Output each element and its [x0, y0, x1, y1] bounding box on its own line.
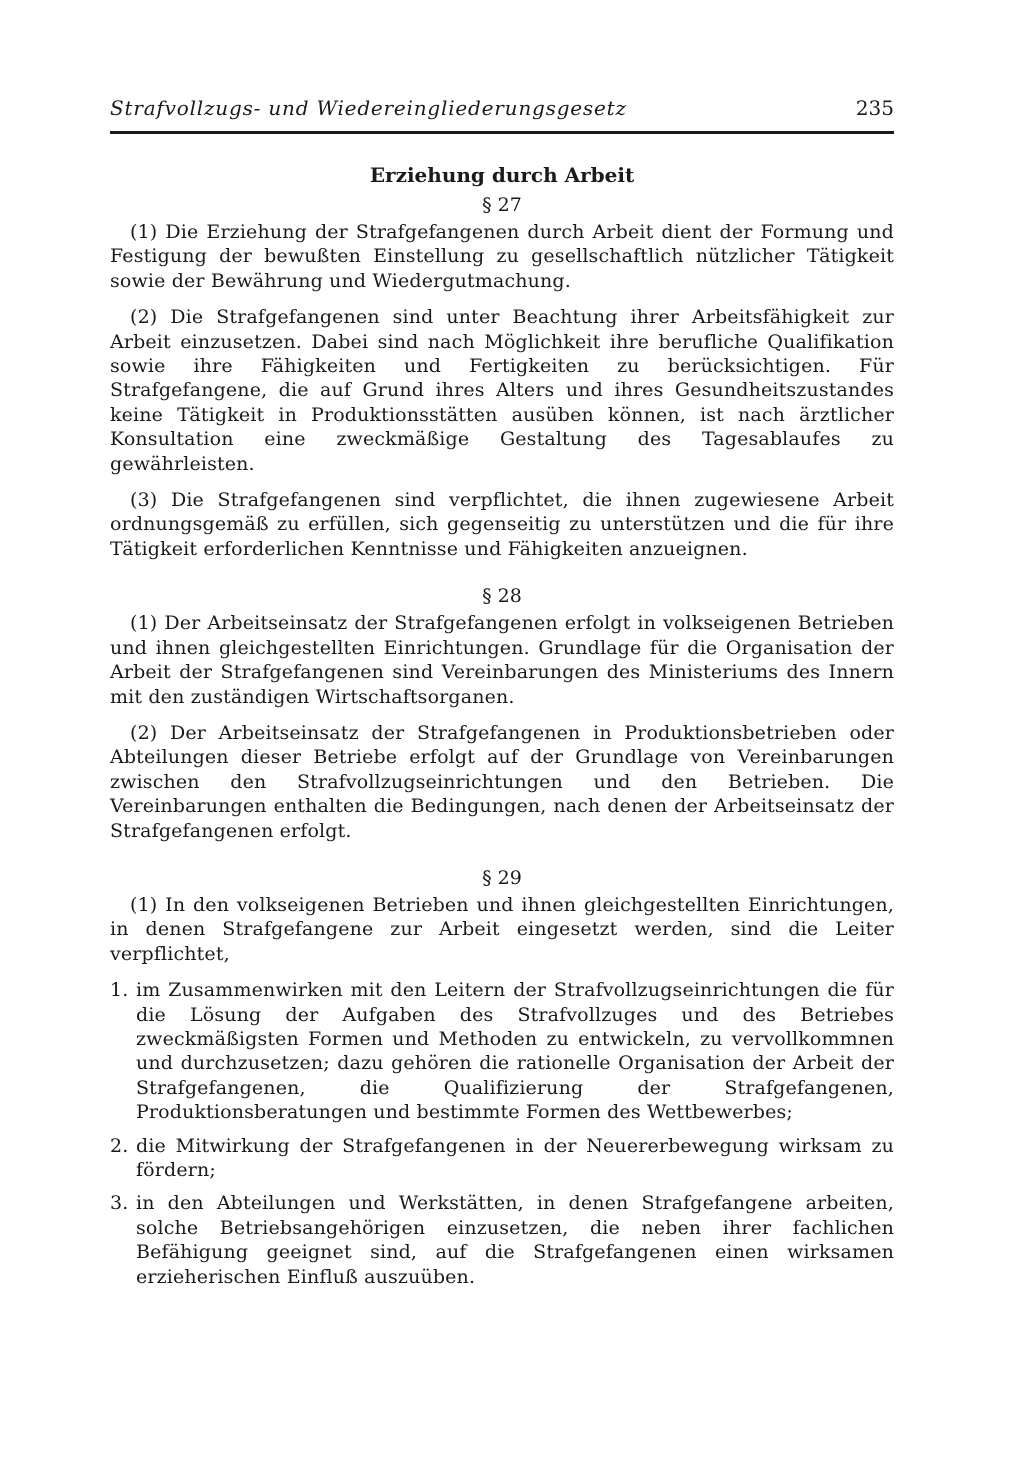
- section-number: § 29: [482, 866, 522, 889]
- list-item: [110, 1191, 894, 1289]
- section-28: [110, 581, 894, 843]
- paragraph: (1) Die Erziehung der Strafgefangenen durch Arbeit dient der Formung und Festigung der bewußten Einstellung zu gesellschaftlich nützlicher Tätigkeit sowie der Bewährung und Wiedergutmachung.: [110, 221, 894, 292]
- header-rule: [110, 131, 894, 134]
- section-29: [110, 863, 894, 1289]
- running-title: Strafvollzugs- und Wiedereingliederungsgesetz: [110, 96, 627, 120]
- list-item: [110, 1134, 894, 1183]
- page-number: 235: [855, 96, 894, 120]
- section-27: [110, 190, 894, 561]
- list-item-text: die Mitwirkung der Strafgefangenen in der Neuererbewegung wirksam zu fördern;: [136, 1134, 894, 1181]
- list-item: [110, 978, 894, 1124]
- section-number: § 28: [482, 585, 522, 608]
- list-item-text: in den Abteilungen und Werkstätten, in denen Strafgefangene arbeiten, solche Betriebsangehörigen einzusetzen, die neben ihrer fachlichen Befähigung geeignet sind, auf die Strafgefangenen einen wirksamen erzieherischen Einfluß auszuüben.: [136, 1192, 894, 1288]
- paragraph: (1) Der Arbeitseinsatz der Strafgefangenen erfolgt in volkseigenen Betrieben und ihnen gleichgestellten Einrichtungen. Grundlage für die Organisation der Arbeit der Strafgefangenen sind Vereinbarungen des Ministeriums des Innern mit den zuständigen Wirtschaftsorganen.: [110, 612, 894, 708]
- document-body: [110, 160, 894, 1299]
- numbered-list: [110, 978, 894, 1289]
- paragraph: (3) Die Strafgefangenen sind verpflichtet, die ihnen zugewiesene Arbeit ordnungsgemäß zu erfüllen, sich gegenseitig zu unterstützen und die für ihre Tätigkeit erforderlichen Kenntnisse und Fähigkeiten anzueignen.: [110, 489, 894, 560]
- running-header: [110, 96, 894, 126]
- list-item-number: 3.: [110, 1192, 129, 1215]
- list-item-number: 2.: [110, 1134, 129, 1157]
- chapter-heading: Erziehung durch Arbeit: [369, 163, 635, 187]
- list-item-text: im Zusammenwirken mit den Leitern der Strafvollzugseinrichtungen die für die Lösung der Aufgaben des Strafvollzuges und des Betriebes zweckmäßigsten Formen und Methoden zu entwickeln, zu vervollkommnen und durchzusetzen; dazu gehören die rationelle Organisation der Arbeit der Strafgefangenen, die Qualifizierung der Strafgefangenen, Produktionsberatungen und bestimmte Formen des Wettbewerbes;: [136, 979, 894, 1124]
- list-item-number: 1.: [110, 979, 129, 1002]
- section-number: § 27: [482, 194, 522, 216]
- paragraph: (2) Der Arbeitseinsatz der Strafgefangenen in Produktionsbetrieben oder Abteilungen dieser Betriebe erfolgt auf der Grundlage von Vereinbarungen zwischen den Strafvollzugseinrichtungen und den Betrieben. Die Vereinbarungen enthalten die Bedingungen, nach denen der Arbeitseinsatz der Strafgefangenen erfolgt.: [110, 721, 894, 842]
- paragraph: (2) Die Strafgefangenen sind unter Beachtung ihrer Arbeitsfähigkeit zur Arbeit einzusetzen. Dabei sind nach Möglichkeit ihre berufliche Qualifikation sowie ihre Fähigkeiten und Fertigkeiten zu berücksichtigen. Für Strafgefangene, die auf Grund ihres Alters und ihres Gesundheitszustandes keine Tätigkeit in Produktionsstätten ausüben können, ist nach ärztlicher Konsultation eine zweckmäßige Gestaltung des Tagesablaufes zu gewährleisten.: [110, 306, 894, 475]
- paragraph: (1) In den volkseigenen Betrieben und ihnen gleichgestellten Einrichtungen, in denen Strafgefangene zur Arbeit eingesetzt werden, sind die Leiter verpflichtet,: [110, 893, 894, 965]
